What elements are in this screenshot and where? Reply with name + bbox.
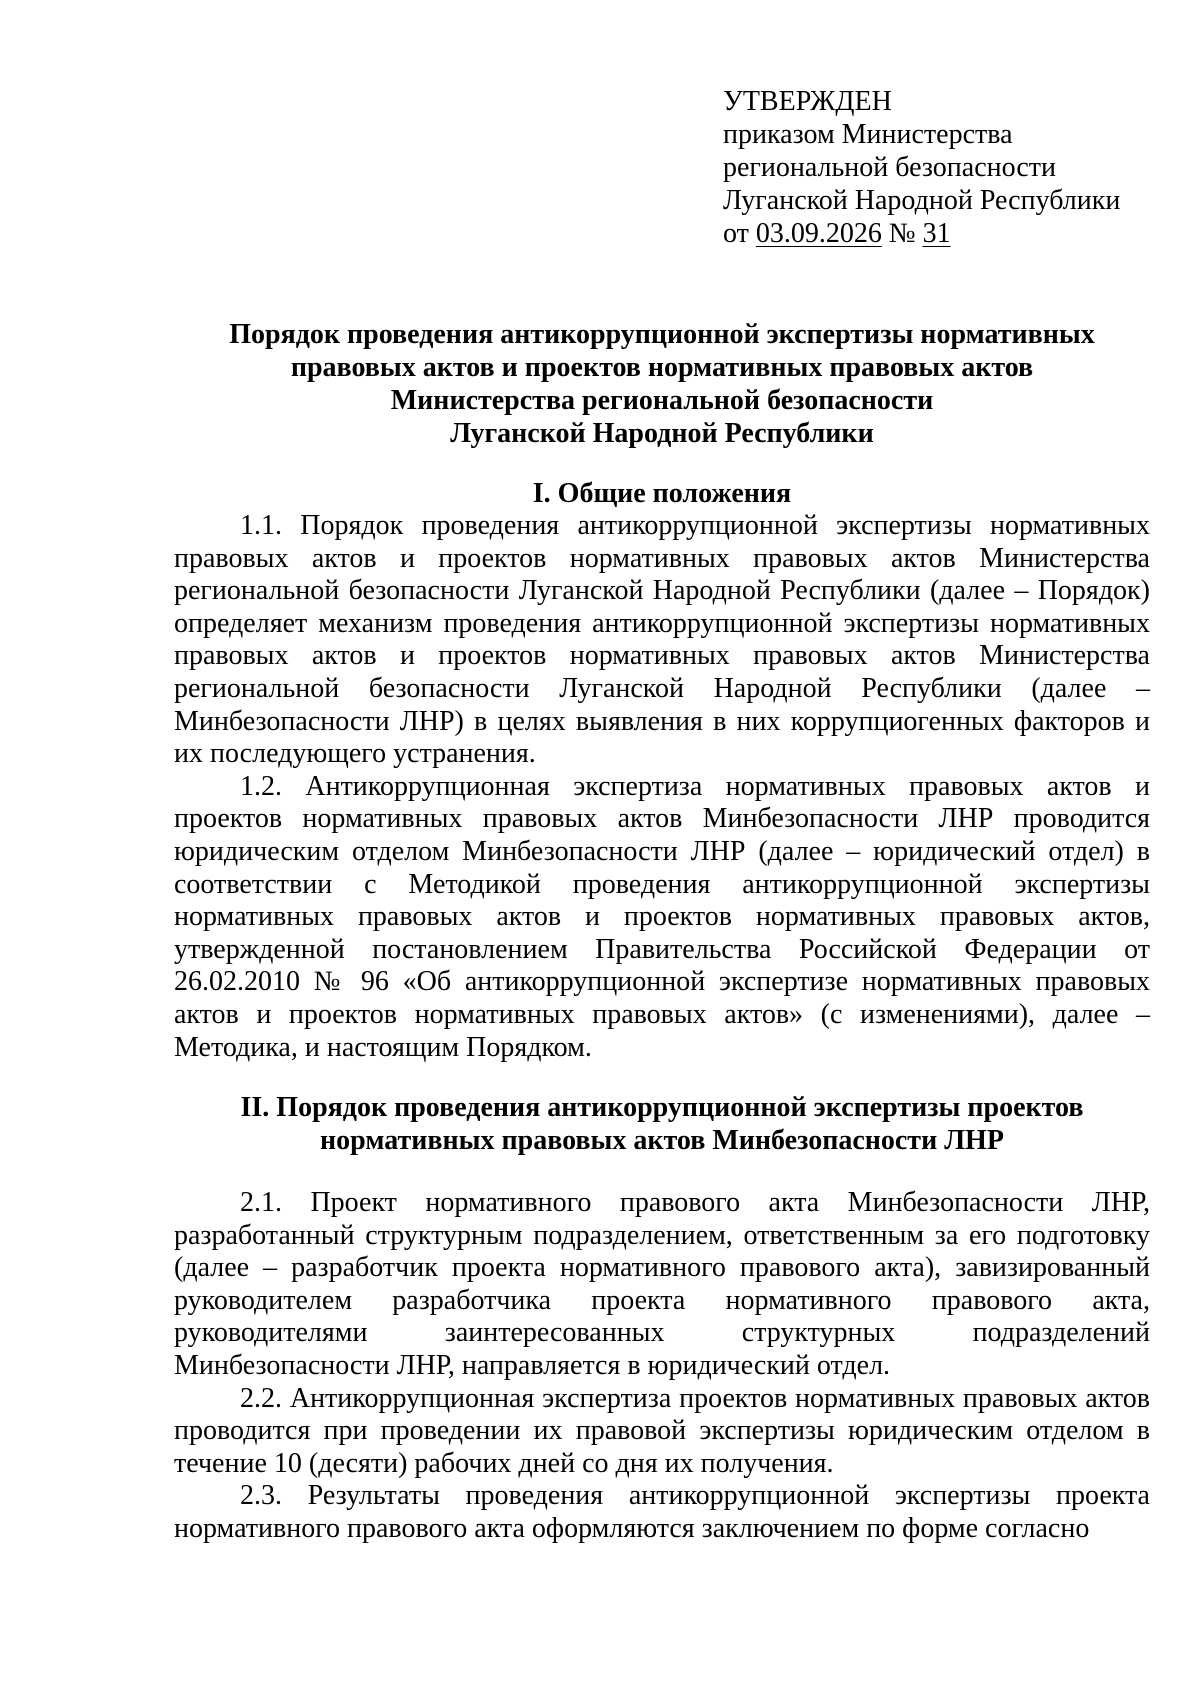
section-2-heading-line-2: нормативных правовых актов Минбезопасности ЛНР <box>320 1125 1004 1157</box>
approval-date: 03.09.2026 <box>755 218 882 249</box>
approval-ministry-line: региональной безопасности <box>723 152 1056 183</box>
approval-republic-line: Луганской Народной Республики <box>723 185 1121 216</box>
approval-order-line: приказом Министерства <box>723 119 1013 150</box>
document-title-line-4: Луганской Народной Республики <box>450 418 874 449</box>
paragraph-2-1: 2.1. Проект нормативного правового акта Минбезопасности ЛНР, разработанный структурным подразделением, ответственным за его подготовку (далее – разработчик проекта нормативного правового акта), завизированный руководителем разработчика проекта нормативного правового акта, руководителями заинтересованных структурных подразделений Минбезопасности ЛНР, направляется в юридический отдел. <box>174 1187 1150 1382</box>
approval-stamp-label: УТВЕРЖДЕН <box>723 86 892 117</box>
approval-number-prefix: № <box>881 218 923 249</box>
approval-block <box>723 85 1163 250</box>
approval-date-prefix: от <box>723 218 756 249</box>
paragraph-2-3: 2.3. Результаты проведения антикоррупционной экспертизы проекта нормативного правового акта оформляются заключением по форме согласно <box>174 1480 1150 1545</box>
section-2-heading-line-1: II. Порядок проведения антикоррупционной экспертизы проектов <box>240 1092 1084 1124</box>
approval-date-line <box>723 217 1163 250</box>
document-title-line-1: Порядок проведения антикоррупционной экспертизы нормативных <box>229 319 1095 350</box>
paragraph-1-2: 1.2. Антикоррупционная экспертиза нормативных правовых актов и проектов нормативных правовых актов Минбезопасности ЛНР проводится юридическим отделом Минбезопасности ЛНР (далее – юридический отдел) в соответствии с Методикой проведения антикоррупционной экспертизы нормативных правовых актов и проектов нормативных правовых актов, утвержденной постановлением Правительства Российской Федерации от 26.02.2010 № 96 «Об антикоррупционной экспертизе нормативных правовых актов и проектов нормативных правовых актов» (с изменениями), далее – Методика, и настоящим Порядком. <box>174 770 1150 1063</box>
section-2-heading <box>174 1091 1150 1157</box>
approval-number: 31 <box>922 218 951 249</box>
document-body <box>174 318 1150 1546</box>
paragraph-2-2: 2.2. Антикоррупционная экспертиза проектов нормативных правовых актов проводится при проведении их правовой экспертизы юридическим отделом в течение 10 (десяти) рабочих дней со дня их получения. <box>174 1382 1150 1479</box>
document-title-line-3: Министерства региональной безопасности <box>390 385 934 416</box>
paragraph-1-1: 1.1. Порядок проведения антикоррупционной экспертизы нормативных правовых актов и проектов нормативных правовых актов Министерства региональной безопасности Луганской Народной Республики (далее – Порядок) определяет механизм проведения антикоррупционной экспертизы нормативных правовых актов и проектов нормативных правовых актов Министерства региональной безопасности Луганской Народной Республики (далее – Минбезопасности ЛНР) в целях выявления в них коррупциогенных факторов и их последующего устранения. <box>174 510 1150 770</box>
section-1-heading: I. Общие положения <box>532 478 792 509</box>
document-title <box>174 318 1150 450</box>
document-title-line-2: правовых актов и проектов нормативных правовых актов <box>290 352 1034 383</box>
